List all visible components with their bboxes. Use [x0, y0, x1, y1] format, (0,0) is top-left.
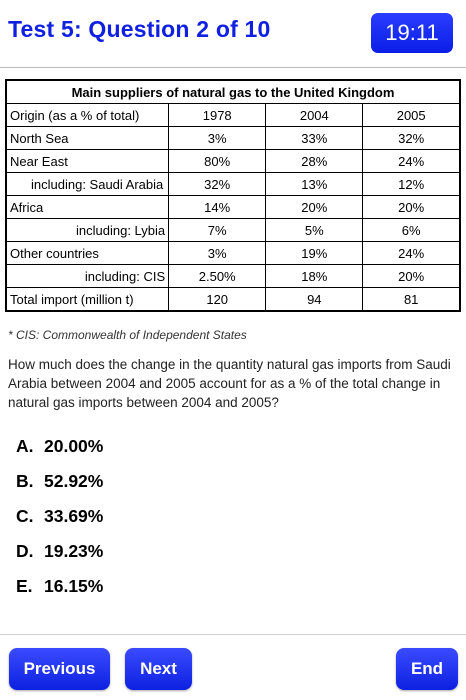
table-cell: 94: [266, 288, 363, 312]
next-button[interactable]: Next: [125, 648, 192, 690]
supplier-table: [5, 79, 461, 312]
row-label: Africa: [6, 196, 169, 219]
table-cell: 14%: [169, 196, 266, 219]
header-divider: [0, 67, 466, 68]
table-cell: 28%: [266, 150, 363, 173]
table-cell: 24%: [363, 150, 460, 173]
answer-text: 33.69%: [44, 506, 104, 526]
page-title: Test 5: Question 2 of 10: [8, 16, 271, 42]
column-header: 1978: [169, 104, 266, 127]
table-cell: 19%: [266, 242, 363, 265]
header-bar: [0, 0, 466, 68]
answer-letter: C.: [16, 506, 34, 526]
row-label: Total import (million t): [6, 288, 169, 312]
table-cell: 2.50%: [169, 265, 266, 288]
table-row: [6, 150, 460, 173]
table-cell: 24%: [363, 242, 460, 265]
table-cell: 12%: [363, 173, 460, 196]
answer-letter: B.: [16, 471, 34, 491]
table-cell: 3%: [169, 127, 266, 150]
footnote: * CIS: Commonwealth of Independent States: [8, 328, 247, 342]
answer-text: 19.23%: [44, 541, 104, 561]
table-row: [6, 127, 460, 150]
answer-option[interactable]: [16, 541, 103, 576]
footer-divider: [0, 634, 466, 635]
end-button[interactable]: End: [396, 648, 458, 690]
table-cell: 3%: [169, 242, 266, 265]
table-cell: 5%: [266, 219, 363, 242]
answer-option[interactable]: [16, 506, 103, 541]
answer-option[interactable]: [16, 576, 103, 611]
table-row: [6, 265, 460, 288]
row-label: North Sea: [6, 127, 169, 150]
table-cell: 13%: [266, 173, 363, 196]
answer-text: 52.92%: [44, 471, 104, 491]
previous-button[interactable]: Previous: [9, 648, 110, 690]
table-cell: 32%: [363, 127, 460, 150]
table-row: [6, 242, 460, 265]
table-cell: 33%: [266, 127, 363, 150]
table-cell: 120: [169, 288, 266, 312]
row-label: Other countries: [6, 242, 169, 265]
answer-option[interactable]: [16, 436, 103, 471]
row-label: including: CIS: [6, 265, 169, 288]
answer-letter: D.: [16, 541, 34, 561]
table-cell: 18%: [266, 265, 363, 288]
table-cell: 80%: [169, 150, 266, 173]
table-cell: 7%: [169, 219, 266, 242]
table-cell: 20%: [363, 196, 460, 219]
table-row: [6, 173, 460, 196]
timer-display: 19:11: [371, 13, 453, 53]
question-text: How much does the change in the quantity natural gas imports from Saudi Arabia between 2004 and 2005 account for as a % of the total change in natural gas imports between 2004 and 2005?: [8, 357, 451, 410]
table-cell: 20%: [363, 265, 460, 288]
column-header: 2005: [363, 104, 460, 127]
table-caption: Main suppliers of natural gas to the United Kingdom: [6, 80, 460, 104]
column-header: Origin (as a % of total): [6, 104, 169, 127]
table-caption-row: [6, 80, 460, 104]
table-header-row: [6, 104, 460, 127]
answer-letter: E.: [16, 576, 33, 596]
row-label: including: Lybia: [6, 219, 169, 242]
answer-text: 20.00%: [44, 436, 104, 456]
table-row: [6, 219, 460, 242]
answer-list: [16, 436, 103, 611]
column-header: 2004: [266, 104, 363, 127]
table-row: [6, 196, 460, 219]
answer-text: 16.15%: [44, 576, 104, 596]
answer-letter: A.: [16, 436, 34, 456]
table-cell: 20%: [266, 196, 363, 219]
table-cell: 32%: [169, 173, 266, 196]
table-cell: 81: [363, 288, 460, 312]
table-cell: 6%: [363, 219, 460, 242]
table-row: [6, 288, 460, 312]
row-label: Near East: [6, 150, 169, 173]
row-label: including: Saudi Arabia: [6, 173, 169, 196]
answer-option[interactable]: [16, 471, 103, 506]
